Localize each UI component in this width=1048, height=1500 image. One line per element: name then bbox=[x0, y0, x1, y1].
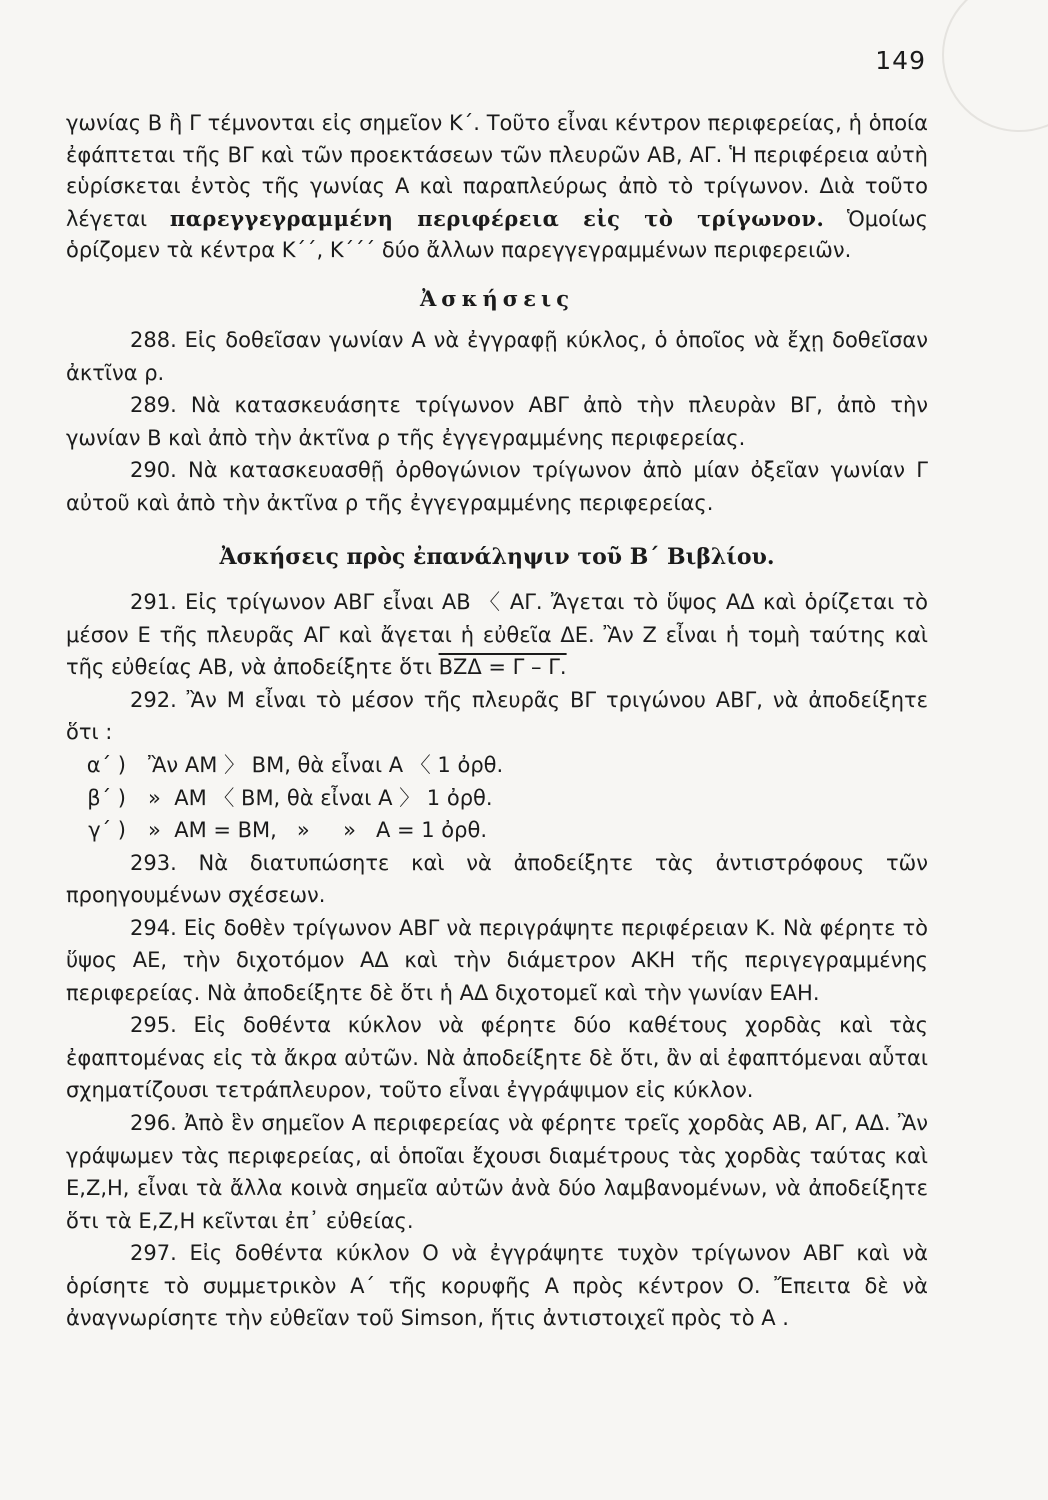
exercise-295: 295. Εἰς δοθέντα κύκλον νὰ φέρητε δύο καθέτους χορδὰς καὶ τὰς ἐφαπτομένας εἰς τὰ ἄκρα αὐτῶν. Νὰ ἀποδείξητε δὲ ὅτι, ἂν αἱ ἐφαπτόμεναι αὗται σχηματίζουσι τετράπλευρον, τοῦτο εἶναι ἐγγράψιμον εἰς κύκλον. bbox=[66, 1013, 928, 1103]
intro-text-2: Ὁμοίως ὁρίζομεν τὰ κέντρα Κ΄΄, Κ΄΄΄ δύο ἄλλων παρεγγεγραμμένων περιφερειῶν. bbox=[66, 206, 928, 262]
section-title-review: Ἀσκήσεις πρὸς ἐπανάληψιν τοῦ Β΄ Βιβλίου. bbox=[219, 544, 775, 571]
exercise-292-conditions bbox=[66, 749, 928, 847]
defined-term: παρεγγεγραμμένη περιφέρεια εἰς τὸ τρίγωνον. bbox=[169, 205, 825, 231]
exercise-293: 293. Νὰ διατυπώσητε καὶ νὰ ἀποδείξητε τὰς ἀντιστρόφους τῶν προηγουμένων σχέσεων. bbox=[66, 850, 928, 908]
exercise-297: 297. Εἰς δοθέντα κύκλον Ο νὰ ἐγγράψητε τυχὸν τρίγωνον ΑΒΓ καὶ νὰ ὁρίσητε τὸ συμμετρικὸν Α΄ τῆς κορυφῆς Α πρὸς κέντρον Ο. Ἔπειτα δὲ νὰ ἀναγνωρίσητε τὴν εὐθεῖαν τοῦ Simson, ἥτις ἀντιστοιχεῖ πρὸς τὸ Α . bbox=[66, 1241, 928, 1331]
exercise-290: 290. Νὰ κατασκευασθῇ ὀρθογώνιον τρίγωνον ἀπὸ μίαν ὀξεῖαν γωνίαν Γ αὐτοῦ καὶ ἀπὸ τὴν ἀκτῖνα ρ τῆς ἐγγεγραμμένης περιφερείας. bbox=[66, 458, 928, 515]
intro-paragraph bbox=[66, 108, 928, 267]
exercise-291-formula: ΒΖΔ = Γ – Γ. bbox=[438, 655, 567, 680]
exercise-294: 294. Εἰς δοθὲν τρίγωνον ΑΒΓ νὰ περιγράψητε περιφέρειαν Κ. Νὰ φέρητε τὸ ὕψος ΑΕ, τὴν διχοτόμον ΑΔ καὶ τὴν διάμετρον ΑΚΗ τῆς περιγεγραμμένης περιφερείας. Νὰ ἀποδείξητε δὲ ὅτι ἡ ΑΔ διχοτομεῖ καὶ τὴν γωνίαν ΕΑΗ. bbox=[66, 915, 928, 1005]
intro-text-1: γωνίας Β ἢ Γ τέμνονται εἰς σημεῖον Κ΄. Τοῦτο εἶναι κέντρον περιφερείας, ἡ ὁποία ἐφάπτεται τῆς ΒΓ καὶ τῶν προεκτάσεων τῶν πλευρῶν ΑΒ, ΑΓ. Ἡ περιφέρεια αὐτὴ εὑρίσκεται ἐντὸς τῆς γωνίας Α καὶ παραπλεύρως ἀπὸ τὸ τρίγωνον. Διὰ τοῦτο λέγεται bbox=[66, 111, 928, 231]
exercise-288: 288. Εἰς δοθεῖσαν γωνίαν Α νὰ ἐγγραφῇ κύκλος, ὁ ὁποῖος νὰ ἔχῃ δοθεῖσαν ἀκτῖνα ρ. bbox=[66, 328, 928, 385]
exercise-289: 289. Νὰ κατασκευάσητε τρίγωνον ΑΒΓ ἀπὸ τὴν πλευρὰν ΒΓ, ἀπὸ τὴν γωνίαν Β καὶ ἀπὸ τὴν ἀκτῖνα ρ τῆς ἐγγεγραμμένης περιφερείας. bbox=[66, 393, 928, 450]
exercise-291-text: 291. Εἰς τρίγωνον ΑΒΓ εἶναι ΑΒ 〈 ΑΓ. Ἄγεται τὸ ὕψος ΑΔ καὶ ὁρίζεται τὸ μέσον Ε τῆς πλευρᾶς ΑΓ καὶ ἄγεται ἡ εὐθεῖα ΔΕ. Ἂν Ζ εἶναι ἡ τομὴ ταύτης καὶ τῆς εὐθείας ΑΒ, νὰ ἀποδείξητε ὅτι bbox=[66, 590, 928, 680]
condition-row bbox=[66, 749, 928, 782]
condition-label: α΄ ) bbox=[86, 753, 126, 778]
exercise-296: 296. Ἀπὸ ἓν σημεῖον Α περιφερείας νὰ φέρητε τρεῖς χορδὰς ΑΒ, ΑΓ, ΑΔ. Ἂν γράψωμεν τὰς περιφερείας, αἱ ὁποῖαι ἔχουσι διαμέτρους τὰς χορδὰς ταύτας καὶ Ε,Ζ,Η, εἶναι τὰ ἄλλα κοινὰ σημεῖα αὐτῶν ἀνὰ δύο λαμβανομένων, νὰ ἀποδείξητε ὅτι τὰ Ε,Ζ,Η κεῖνται ἐπ᾽ εὐθείας. bbox=[66, 1111, 928, 1233]
section-title-exercises: Ἀσκήσεις bbox=[420, 285, 574, 311]
condition-row bbox=[66, 782, 928, 815]
condition-label: β΄ ) bbox=[87, 785, 126, 810]
page-text bbox=[66, 108, 928, 1335]
condition-label: γ΄ ) bbox=[88, 818, 126, 843]
condition-body: » ΑΜ = ΒΜ, » » Α = 1 ὀρθ. bbox=[148, 818, 488, 843]
condition-body: Ἂν ΑΜ 〉 ΒΜ, θὰ εἶναι Α 〈 1 ὀρθ. bbox=[148, 753, 504, 778]
exercise-291 bbox=[66, 586, 928, 684]
exercise-292: 292. Ἂν Μ εἶναι τὸ μέσον τῆς πλευρᾶς ΒΓ τριγώνου ΑΒΓ, νὰ ἀποδείξητε ὅτι : bbox=[66, 687, 928, 745]
library-stamp bbox=[942, 0, 1048, 132]
condition-body: » ΑΜ 〈 ΒΜ, θὰ εἶναι Α 〉 1 ὀρθ. bbox=[148, 785, 493, 810]
page-number: 149 bbox=[875, 46, 926, 75]
condition-row bbox=[66, 814, 928, 847]
